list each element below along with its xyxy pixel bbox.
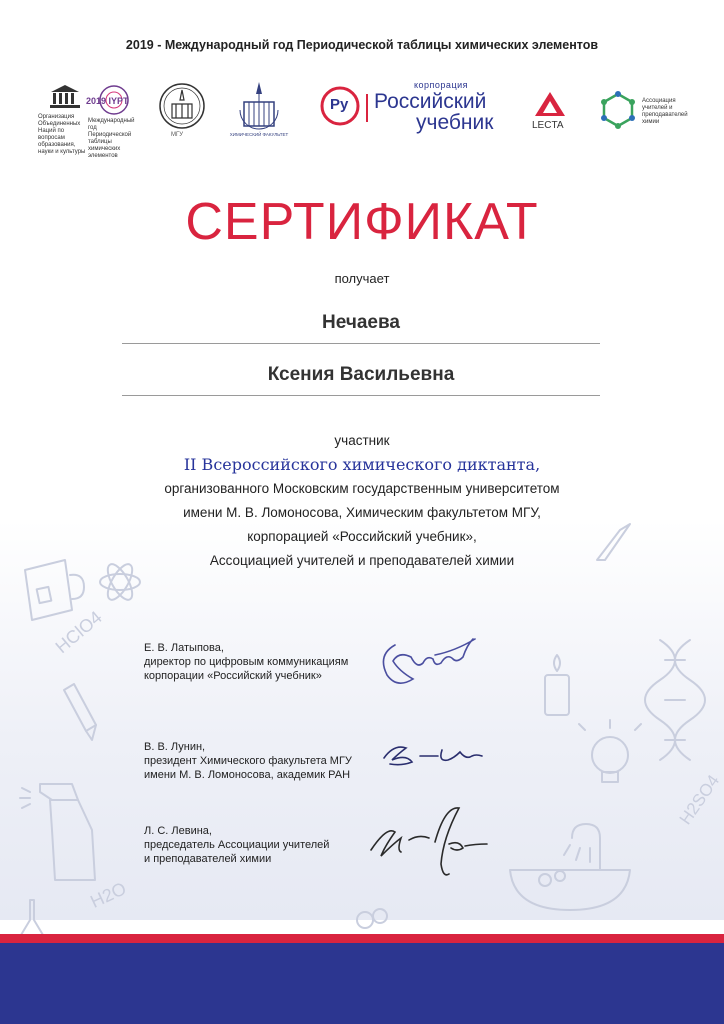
organizer-line-4: Ассоциацией учителей и преподавателей химии — [209, 553, 515, 568]
ru-badge-text: Ру — [330, 96, 349, 113]
recipient-given-names: Ксения Васильевна — [122, 364, 600, 396]
signature-latypova — [375, 625, 485, 695]
association-caption: Ассоциация учителей и преподавателей химии — [642, 98, 688, 125]
lecta-name: LECTA — [532, 120, 564, 131]
certificate-body — [0, 429, 724, 573]
signatory-name: Л. С. Левина, — [144, 825, 212, 837]
spray-bottle-icon — [20, 784, 95, 880]
role-label: участник — [334, 433, 390, 448]
association-logo-icon — [598, 90, 638, 130]
signatory-title-line: корпорации «Российский учебник» — [144, 670, 322, 682]
signatory-name: Е. В. Латыпова, — [144, 642, 224, 654]
certificate-title: СЕРТИФИКАТ — [185, 193, 539, 251]
signatory-title-line: председатель Ассоциации учителей — [144, 839, 330, 851]
corp-line2: учебник — [416, 111, 494, 134]
msu-logo — [158, 82, 206, 130]
msu-name: МГУ — [171, 132, 184, 138]
receives-label: получает — [334, 271, 390, 286]
lecta-logo-icon — [533, 90, 567, 118]
formula-h2so4: H2SO4 — [675, 771, 724, 828]
corp-line1: Российский — [374, 90, 487, 113]
iypt-mark: 2019 IYPT — [86, 96, 129, 106]
signature-levina — [365, 800, 495, 890]
footer-navy-band — [0, 943, 724, 1024]
organizer-line-3: корпорацией «Российский учебник», — [247, 529, 477, 544]
chem-faculty-name: ХИМИЧЕСКИЙ ФАКУЛЬТЕТ — [229, 132, 289, 137]
chem-faculty-logo — [234, 80, 284, 130]
unesco-logo — [48, 84, 82, 110]
signatory-1 — [144, 641, 348, 683]
signatory-title-line: директор по цифровым коммуникациям — [144, 656, 349, 668]
event-name: II Всероссийского химического диктанта, — [183, 455, 541, 474]
unesco-caption: Организация Объединенных Наций по вопросам образования, науки и культуры — [38, 114, 86, 155]
corp-small-label: корпорация — [414, 80, 468, 90]
pencil-icon — [64, 684, 96, 740]
corp-divider — [366, 94, 368, 122]
signatory-title-line: и преподавателей химии — [144, 853, 272, 865]
iypt-caption: Международный год Периодической таблицы химических элементов — [88, 118, 135, 159]
signatory-title-line: президент Химического факультета МГУ — [144, 755, 352, 767]
dna-icon — [645, 640, 705, 760]
logos-row — [0, 78, 724, 159]
signature-lunin — [376, 736, 486, 776]
organizer-line-2: имени М. В. Ломоносова, Химическим факультетом МГУ, — [183, 505, 541, 520]
signatory-title-line: имени М. В. Ломоносова, академик РАН — [144, 769, 351, 781]
signatory-name: В. В. Лунин, — [144, 741, 206, 753]
recipient-surname: Нечаева — [122, 312, 600, 344]
organizer-line-1: организованного Московским государственным университетом — [164, 481, 560, 496]
signatory-2 — [144, 740, 352, 782]
lightbulb-icon — [579, 720, 641, 782]
formula-h2o: H2O — [87, 878, 130, 912]
signatory-3 — [144, 824, 329, 866]
candle-icon — [545, 655, 569, 715]
year-header: 2019 - Международный год Периодической таблицы химических элементов — [125, 38, 599, 52]
bathtub-icon — [510, 824, 630, 910]
formula-hclo4: HClO4 — [51, 607, 106, 658]
flask-icon — [357, 909, 387, 928]
